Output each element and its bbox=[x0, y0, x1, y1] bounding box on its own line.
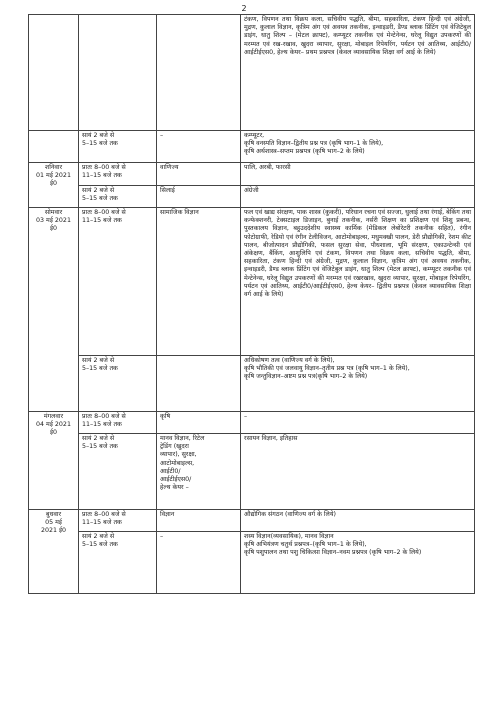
exam-time-cell bbox=[79, 208, 157, 356]
subject-cell bbox=[157, 208, 241, 356]
table-row bbox=[29, 186, 475, 208]
day-date-cell bbox=[29, 208, 79, 412]
day-date-line: शनिवार bbox=[44, 164, 63, 171]
subject-line: मानव विज्ञान, रिटेल bbox=[160, 435, 205, 442]
day-date-line: बुधवार bbox=[45, 511, 62, 518]
day-date-line: 05 मई bbox=[45, 519, 62, 527]
day-date-cell bbox=[29, 163, 79, 208]
exam-time-line: 11–15 बजे तक bbox=[82, 172, 122, 180]
exam-time-line: सायं 2 बजे से bbox=[82, 533, 115, 540]
page-number: 2 bbox=[241, 4, 247, 13]
exam-time-line: प्रातः 8–00 बजे से bbox=[82, 209, 126, 216]
paper-line: कृषि पशुपालन तथा पशु चिकित्सा विज्ञान–नवम प्रश्नपत्र (कृषि भाग–2 के लिये) bbox=[244, 549, 422, 557]
subject-cell bbox=[157, 412, 241, 434]
exam-time-line: प्रातः 8–00 बजे से bbox=[82, 164, 126, 171]
subject-line: वाणिज्य bbox=[160, 164, 179, 171]
exam-time-cell bbox=[79, 356, 157, 412]
exam-time-line: सायं 2 बजे से bbox=[82, 132, 115, 139]
paper-line: कृषि अर्थशास्त्र–सप्तम प्रश्नपत्र (कृषि भाग–2 के लिये) bbox=[244, 148, 365, 156]
paper-line: कृषि जन्तुविज्ञान–अष्टम प्रश्न पत्र(कृषि भाग–2 के लिये) bbox=[244, 373, 368, 381]
day-date-line: ई0 bbox=[49, 180, 58, 188]
paper-line: अधिकोषण तत्व (वाणिज्य वर्ग के लिये), bbox=[244, 357, 335, 364]
exam-time-cell bbox=[79, 131, 157, 163]
paper-line: – bbox=[244, 413, 248, 420]
exam-schedule-table bbox=[28, 14, 475, 594]
exam-time-line: सायं 2 बजे से bbox=[82, 187, 115, 194]
subject-cell bbox=[157, 532, 241, 594]
exam-time-line: प्रातः 8–00 बजे से bbox=[82, 413, 126, 420]
papers-cell bbox=[241, 510, 475, 532]
table-row bbox=[29, 356, 475, 412]
exam-time-line: सायं 2 बजे से bbox=[82, 435, 115, 442]
day-date-line: 03 मई 2021 bbox=[36, 217, 71, 225]
exam-time-cell bbox=[79, 186, 157, 208]
day-date-line: 01 मई 2021 bbox=[36, 172, 71, 180]
day-date-line: ई0 bbox=[49, 429, 58, 437]
paper-line: पालि, अरबी, फारसी bbox=[244, 164, 291, 171]
subject-line: विज्ञान bbox=[160, 511, 175, 518]
subject-cell bbox=[157, 510, 241, 532]
subject-line: कृषि bbox=[160, 413, 171, 420]
exam-time-cell bbox=[79, 510, 157, 532]
paper-line: टंकण, विपणन तथा विक्रय कला, सचिवीय पद्धति, बीमा, सहकारिता, टंकण हिन्दी एवं अंग्रेजी, मुद्रण, कुलाल विज्ञान, कृत्रिम अंग एवं अवयव तकनीक, इन्वाइडरी, डैण्ड ब्लाक प्रिंटिंग एवं वेजिटेबुल डाइंग, धातु शिल्प – (मेटल क्राफ्ट), कम्प्यूटर तकनीक एवं मेन्टेनेन्स, घरेलू विद्युत उपकरणों की मरम्मत एवं रख-रखाव, खुदरा व्यापार, सुरक्षा, मोबाइल रिपेयरिंग, पर्यटन एवं आतिथ्य, आईटी0/आईटीईएस0, हेल्थ केयर– प्रथम प्रश्नपत्र (केवल व्यावसायिक शिक्षा वर्ग आई के लिये) bbox=[244, 16, 471, 56]
papers-cell bbox=[241, 412, 475, 434]
paper-line: औद्योगिक संगठन (वाणिज्य वर्ग के लिये) bbox=[244, 511, 336, 518]
day-date-line: 2021 ई0 bbox=[40, 527, 67, 535]
subject-line: आटोमोबाइल्स, bbox=[160, 459, 195, 467]
exam-time-line: 5–15 बजे तक bbox=[82, 443, 118, 451]
exam-time-line: 5–15 बजे तक bbox=[82, 365, 118, 373]
subject-line: आईटी0/ bbox=[160, 467, 181, 475]
exam-time-line: सायं 2 बजे से bbox=[82, 357, 115, 364]
exam-time-cell bbox=[79, 434, 157, 510]
exam-time-cell bbox=[79, 532, 157, 594]
day-date-line: मंगलवार bbox=[43, 413, 64, 420]
papers-cell bbox=[241, 434, 475, 510]
exam-time-cell bbox=[79, 412, 157, 434]
exam-time-line: 5–15 बजे तक bbox=[82, 541, 118, 549]
exam-time-cell bbox=[79, 163, 157, 186]
paper-line: कृषि भौतिकी एवं जलवायु विज्ञान–तृतीय प्रश्न पत्र (कृषि भाग–1 के लिये), bbox=[244, 365, 410, 373]
subject-cell bbox=[157, 131, 241, 163]
subject-line: ट्रेडिंग (खुदरा bbox=[160, 443, 189, 451]
paper-line: अंग्रेजी bbox=[244, 187, 259, 194]
subject-line: आईटीईएस0/ bbox=[160, 476, 192, 484]
papers-cell bbox=[241, 15, 475, 131]
paper-line: कम्प्यूटर, bbox=[244, 132, 265, 139]
day-date-cell bbox=[29, 131, 79, 163]
day-date-line: 04 मई 2021 bbox=[36, 421, 71, 429]
subject-line: – bbox=[160, 132, 164, 139]
exam-time-line: 11–15 बजे तक bbox=[82, 421, 122, 429]
subject-line: हेल्थ केयर – bbox=[160, 484, 189, 492]
subject-line: – bbox=[160, 533, 164, 540]
subject-cell bbox=[157, 163, 241, 186]
table-row bbox=[29, 208, 475, 356]
table-row bbox=[29, 532, 475, 594]
paper-line: रसायन विज्ञान, इतिहास bbox=[244, 435, 298, 442]
table-row bbox=[29, 15, 475, 131]
papers-cell bbox=[241, 163, 475, 186]
exam-time-line: 5–15 बजे तक bbox=[82, 140, 118, 148]
papers-cell bbox=[241, 131, 475, 163]
subject-line: सिलाई bbox=[160, 187, 175, 194]
table-row bbox=[29, 434, 475, 510]
subject-line: सामाजिक विज्ञान bbox=[160, 209, 199, 216]
exam-time-line: 5–15 बजे तक bbox=[82, 195, 118, 203]
paper-line: कृषि वनस्पति विज्ञान–द्वितीय प्रश्न पत्र (कृषि भाग–1 के लिये), bbox=[244, 140, 384, 148]
subject-cell bbox=[157, 15, 241, 131]
day-date-line: ई0 bbox=[49, 225, 58, 233]
paper-line: कृषि अभियंत्रण चतुर्थ प्रश्नपत्र–(कृषि भाग–1 के लिये), bbox=[244, 541, 367, 549]
papers-cell bbox=[241, 186, 475, 208]
table-row bbox=[29, 131, 475, 163]
subject-cell bbox=[157, 186, 241, 208]
day-date-cell bbox=[29, 412, 79, 510]
day-date-cell bbox=[29, 15, 79, 131]
papers-cell bbox=[241, 356, 475, 412]
subject-cell bbox=[157, 434, 241, 510]
exam-time-line: 11–15 बजे तक bbox=[82, 519, 122, 527]
table-row bbox=[29, 412, 475, 434]
exam-time-line: प्रातः 8–00 बजे से bbox=[82, 511, 126, 518]
day-date-line: सोमवार bbox=[44, 209, 63, 216]
subject-line: व्यापार), सुरक्षा, bbox=[160, 451, 197, 459]
table-row bbox=[29, 163, 475, 186]
exam-time-line: 11–15 बजे तक bbox=[82, 217, 122, 225]
table-row bbox=[29, 510, 475, 532]
paper-line: फल एवं खाद्य संरक्षण, पाक शास्त्र (कुकरी), परिधान रचना एवं सज्जा, धुलाई तथा रंगाई, बेकिंग तथा कन्फेक्शनरी, टेक्सटाइल डिजाइन, बुनाई तकनीक, नर्सरी शिक्षण का प्रशिक्षण एवं शिशु प्रबन्ध, पुस्तकालय विज्ञान, बहुउददेशीय स्वास्थ्य कार्मिक (मेडिकल लेबोरेटरी तकनीक सहित), रंगीन फोटोग्राफी, रेडियो एवं रंगीन टेलीविजन, आटोमोबाइल्स, मधुमक्खी पालन, डेरी प्रौद्योगिकी, रेशम कीट पालन, बीजोत्पादन प्रौद्योगिकी, फसल सुरक्षा सेवा, पौधशाला, भूमि संरक्षण, एकाउन्टेन्सी एवं अंकेक्षण, बैंकिंग, आशुलिपि एवं टंकण, विपणन तथा विक्रय कला, सचिवीय पद्धति, बीमा, सहकारिता, टंकण हिन्दी एवं अंग्रेजी, मुद्रण, कुलाल विज्ञान, कृत्रिम अंग एवं अवयव तकनीक, इन्वाइडरी, डैण्ड ब्लाक प्रिंटिंग एवं वेजिटेबुल डाइंग, धातु शिल्प (मेटल क्राफ्ट), कम्प्यूटर तकनीक एवं मेन्टेनेन्स, घरेलू विद्युत उपकरणों की मरम्मत एवं रखरखाव, खुदरा व्यापार, सुरक्षा, मोबाइल रिपेयरिंग, पर्यटन एवं आतिथ्य, आईटी0/आईटीईएस0, हेल्थ केयर– द्वितीय प्रश्नपत्र (केवल व्यावसायिक शिक्षा वर्ग आई के लिये) bbox=[244, 209, 471, 299]
papers-cell bbox=[241, 208, 475, 356]
day-date-cell bbox=[29, 510, 79, 594]
paper-line: शस्य विज्ञान(व्यवसायिक), मानव विज्ञान bbox=[244, 533, 334, 540]
subject-cell bbox=[157, 356, 241, 412]
exam-time-cell bbox=[79, 15, 157, 131]
papers-cell bbox=[241, 532, 475, 594]
